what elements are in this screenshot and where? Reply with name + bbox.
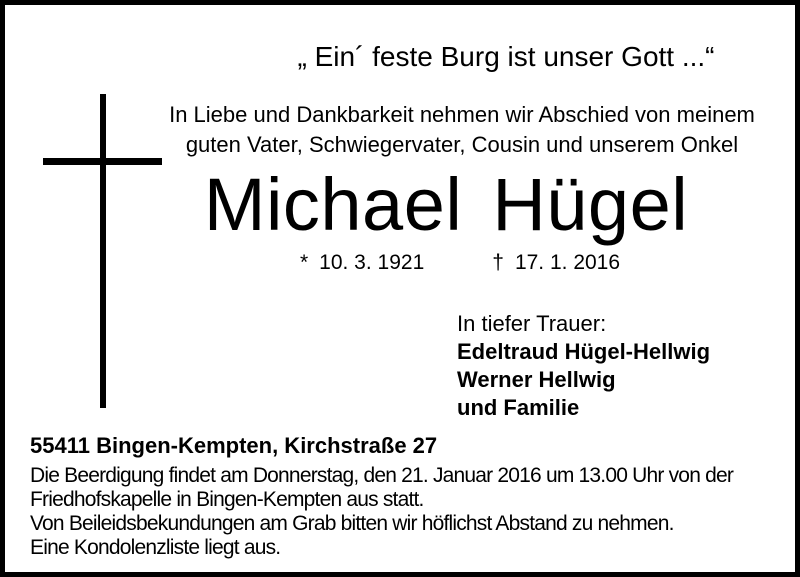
mourning-section	[457, 310, 710, 422]
mourner-name: Werner Hellwig	[457, 367, 616, 392]
intro-line-1: In Liebe und Dankbarkeit nehmen wir Abschied von meinem	[169, 102, 755, 127]
deceased-last-name: Hügel	[492, 163, 689, 246]
death-date	[492, 252, 620, 273]
cross-vertical-bar	[100, 94, 106, 408]
funeral-info-line-4: Eine Kondolenzliste liegt aus.	[30, 536, 281, 559]
funeral-info-line-2: Friedhofskapelle in Bingen-Kempten aus statt.	[30, 488, 424, 511]
death-dagger-icon: †	[492, 251, 504, 274]
funeral-info-line-3: Von Beileidsbekundungen am Grab bitten wir höflichst Abstand zu nehmen.	[30, 512, 674, 535]
address-line: 55411 Bingen-Kempten, Kirchstraße 27	[30, 433, 438, 458]
intro-text	[169, 100, 755, 160]
mourner-name: und Familie	[457, 395, 580, 420]
birth-date-value: 10. 3. 1921	[319, 251, 425, 274]
memorial-quote: „ Ein´ feste Burg ist unser Gott ...“	[297, 41, 715, 72]
cross-horizontal-bar	[43, 158, 162, 165]
death-date-value: 17. 1. 2016	[514, 251, 621, 274]
deceased-first-name: Michael	[203, 163, 463, 246]
life-dates	[300, 252, 620, 273]
birth-date	[300, 252, 424, 273]
deceased-name	[203, 163, 689, 246]
mourning-heading: In tiefer Trauer:	[457, 311, 607, 336]
mourner-name: Edeltraud Hügel-Hellwig	[457, 339, 711, 364]
funeral-info	[30, 464, 733, 560]
birth-star-icon: *	[299, 251, 309, 274]
intro-line-2: guten Vater, Schwiegervater, Cousin und unserem Onkel	[185, 132, 739, 157]
latin-cross-icon	[43, 94, 162, 408]
funeral-info-line-1: Die Beerdigung findet am Donnerstag, den 21. Januar 2016 um 13.00 Uhr von der	[30, 464, 734, 487]
